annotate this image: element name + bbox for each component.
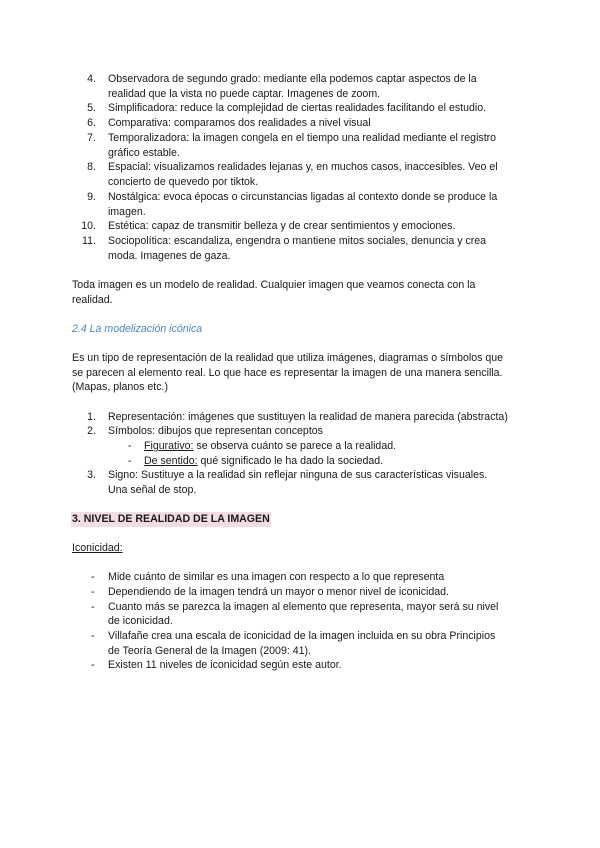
list-number: 10. — [81, 220, 96, 232]
bullet-text: Existen 11 niveles de iconicidad según este autor. — [108, 659, 342, 671]
list-number: 2. — [87, 425, 96, 437]
list-item-text: gráfico estable. — [108, 147, 180, 159]
list-item-text: Símbolos: dibujos que representan conceptos — [108, 425, 323, 437]
section-title-wrapper — [71, 512, 271, 527]
list-item-text: Representación: imágenes que sustituyen la realidad de manera parecida (abstracta) — [108, 411, 508, 423]
list-item-text: Temporalizadora: la imagen congela en el tiempo una realidad mediante el registro — [108, 132, 497, 144]
list-number: 1. — [87, 411, 96, 423]
sub-item-figurativo — [144, 439, 396, 454]
list-item-text: Simplificadora: reduce la complejidad de ciertas realidades facilitando el estudio. — [108, 102, 487, 114]
sub-item-text: se observa cuánto se parece a la realidad. — [193, 440, 397, 452]
bullet-text: Cuanto más se parezca la imagen al elemento que representa, mayor será su nivel — [108, 601, 499, 613]
bullet-dash: - — [91, 586, 95, 598]
list-number: 9. — [87, 191, 96, 203]
list-item-text: Nostálgica: evoca épocas o circunstancias ligadas al contexto donde se produce la — [108, 191, 498, 203]
section-title: 3. NIVEL DE REALIDAD DE LA IMAGEN — [72, 513, 270, 525]
list-item-text: Observadora de segundo grado: mediante ella podemos captar aspectos de la — [108, 73, 477, 85]
sub-bullet-dash: - — [128, 440, 132, 452]
sub-item-text: qué significado le ha dado la sociedad. — [197, 455, 384, 467]
list-item-text: Signo: Sustituye a la realidad sin reflejar ninguna de sus características visuales. — [108, 469, 488, 481]
list-number: 7. — [87, 132, 96, 144]
paragraph-line: Es un tipo de representación de la realidad que utiliza imágenes, diagramas o símbolos que — [72, 352, 504, 364]
list-number: 8. — [87, 161, 96, 173]
list-item-text: realidad que la vista no puede captar. Imagenes de zoom. — [108, 88, 381, 100]
bullet-dash: - — [91, 601, 95, 613]
paragraph-line: Toda imagen es un modelo de realidad. Cualquier imagen que veamos conecta con la — [72, 279, 476, 291]
paragraph-line: se parecen al elemento real. Lo que hace es representar la imagen de una manera sencilla. — [72, 367, 503, 379]
list-number: 3. — [87, 469, 96, 481]
list-item-text: moda. Imagenes de gaza. — [108, 250, 231, 262]
iconicidad-label: Iconicidad: — [72, 542, 123, 554]
bullet-text: de iconicidad. — [108, 615, 173, 627]
bullet-dash: - — [91, 571, 95, 583]
list-number: 5. — [87, 102, 96, 114]
bullet-text: Mide cuánto de similar es una imagen con respecto a lo que representa — [108, 571, 445, 583]
list-item-text: concierto de quevedo por tiktok. — [108, 176, 259, 188]
sub-item-de-sentido — [144, 454, 383, 469]
list-item-text: Espacial: visualizamos realidades lejanas y, en muchos casos, inaccesibles. Veo el — [108, 161, 498, 173]
list-item-text: imagen. — [108, 206, 146, 218]
paragraph-line: realidad. — [72, 294, 113, 306]
subheading-modelizacion: 2.4 La modelización icónica — [72, 323, 203, 335]
list-number: 4. — [87, 73, 96, 85]
list-item-text: Comparativa: comparamos dos realidades a nivel visual — [108, 117, 371, 129]
list-number: 11. — [82, 235, 96, 247]
sub-item-label: De sentido: — [144, 455, 198, 467]
bullet-dash: - — [91, 630, 95, 642]
bullet-text: Villafañe crea una escala de iconicidad de la imagen incluida en su obra Principios — [108, 630, 496, 642]
list-item-text: Una señal de stop. — [108, 484, 197, 496]
sub-bullet-dash: - — [128, 455, 132, 467]
sub-item-label: Figurativo: — [144, 440, 194, 452]
list-item-text: Estética: capaz de transmitir belleza y de crear sentimientos y emociones. — [108, 220, 456, 232]
bullet-text: de Teoría General de la Imagen (2009: 41). — [108, 645, 311, 657]
bullet-dash: - — [91, 659, 95, 671]
list-number: 6. — [87, 117, 96, 129]
list-item-text: Sociopolítica: escandaliza, engendra o mantiene mitos sociales, denuncia y crea — [108, 235, 487, 247]
bullet-text: Dependiendo de la imagen tendrá un mayor o menor nivel de iconicidad. — [108, 586, 449, 598]
paragraph-line: (Mapas, planos etc.) — [72, 381, 168, 393]
